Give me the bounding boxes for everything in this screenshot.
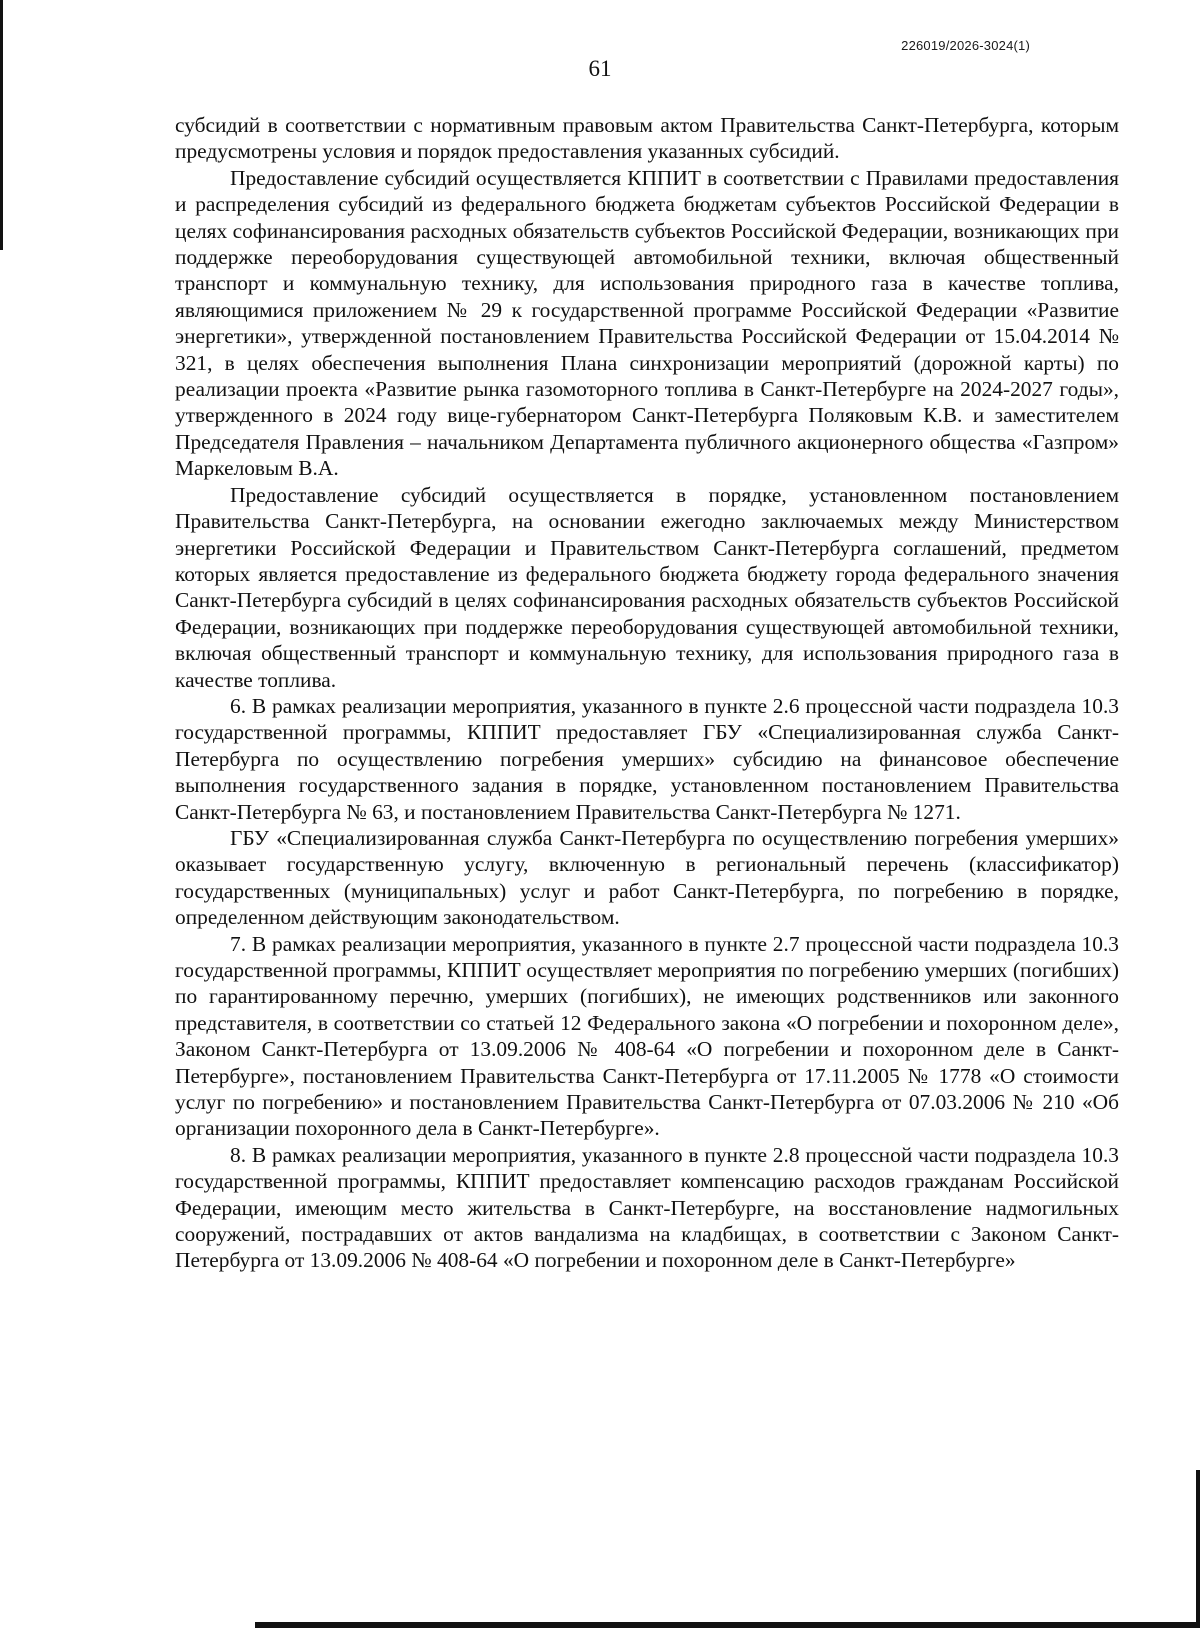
scan-edge-left (0, 0, 3, 250)
numbered-paragraph-7: 7. В рамках реализации мероприятия, указанного в пункте 2.7 процессной части подраздела 10.3 государственной программы, КППИТ осуществляет мероприятия по погребению умерших (погибших) по гарантированному перечню, умерших (погибших), не имеющих родственников или законного представителя, в соответствии со статьей 12 Федерального закона «О погребении и похоронном деле», Законом Санкт-Петербурга от 13.09.2006 № 408-64 «О погребении и похоронном деле в Санкт-Петербурге», постановлением Правительства Санкт-Петербурга от 17.11.2005 № 1778 «О стоимости услуг по погребению» и постановлением Правительства Санкт-Петербурга от 07.03.2006 № 210 «Об организации похоронного дела в Санкт-Петербурге». (175, 931, 1119, 1141)
paragraph: субсидий в соответствии с нормативным правовым актом Правительства Санкт-Петербурга, которым предусмотрены условия и порядок предоставления указанных субсидий. (175, 113, 1119, 164)
document-id: 226019/2026-3024(1) (901, 38, 1030, 53)
document-body (175, 112, 1119, 1274)
numbered-paragraph-6: 6. В рамках реализации мероприятия, указанного в пункте 2.6 процессной части подраздела 10.3 государственной программы, КППИТ предоставляет ГБУ «Специализированная служба Санкт-Петербурга по осуществлению погребения умерших» субсидию на финансовое обеспечение выполнения государственного задания в порядке, установленном постановлением Правительства Санкт-Петербурга № 63, и постановлением Правительства Санкт-Петербурга № 1271. (175, 693, 1119, 824)
page-number: 61 (588, 56, 612, 81)
paragraph: Предоставление субсидий осуществляется КППИТ в соответствии с Правилами предоставления и распределения субсидий из федерального бюджета бюджетам субъектов Российской Федерации в целях софинансирования расходных обязательств субъектов Российской Федерации, возникающих при поддержке переоборудования существующей автомобильной техники, включая общественный транспорт и коммунальную технику, для использования природного газа в качестве топлива, являющимися приложением № 29 к государственной программе Российской Федерации «Развитие энергетики», утвержденной постановлением Правительства Российской Федерации от 15.04.2014 № 321, в целях обеспечения выполнения Плана синхронизации мероприятий (дорожной карты) по реализации проекта «Развитие рынка газомоторного топлива в Санкт-Петербурге на 2024-2027 годы», утвержденного в 2024 году вице-губернатором Санкт-Петербурга Поляковым К.В. и заместителем Председателя Правления – начальником Департамента публичного акционерного общества «Газпром» Маркеловым В.А. (175, 165, 1119, 481)
numbered-paragraph-8: 8. В рамках реализации мероприятия, указанного в пункте 2.8 процессной части подраздела 10.3 государственной программы, КППИТ предоставляет компенсацию расходов гражданам Российской Федерации, имеющим место жительства в Санкт-Петербурге, на восстановление надмогильных сооружений, пострадавших от актов вандализма на кладбищах, в соответствии с Законом Санкт-Петербурга от 13.09.2006 № 408-64 «О погребении и похоронном деле в Санкт-Петербурге» (175, 1142, 1119, 1273)
paragraph: Предоставление субсидий осуществляется в порядке, установленном постановлением Правительства Санкт-Петербурга, на основании ежегодно заключаемых между Министерством энергетики Российской Федерации и Правительством Санкт-Петербурга соглашений, предметом которых является предоставление из федерального бюджета бюджету города федерального значения Санкт-Петербурга субсидий в целях софинансирования расходных обязательств субъектов Российской Федерации, возникающих при поддержке переоборудования существующей автомобильной техники, включая общественный транспорт и коммунальную технику, для использования природного газа в качестве топлива. (175, 482, 1119, 692)
paragraph: ГБУ «Специализированная служба Санкт-Петербурга по осуществлению погребения умерших» оказывает государственную услугу, включенную в региональный перечень (классификатор) государственных (муниципальных) услуг и работ Санкт-Петербурга, по погребению в порядке, определенном действующим законодательством. (175, 825, 1119, 930)
scan-edge-bottom (255, 1622, 1200, 1628)
scan-edge-right (1196, 1470, 1200, 1628)
